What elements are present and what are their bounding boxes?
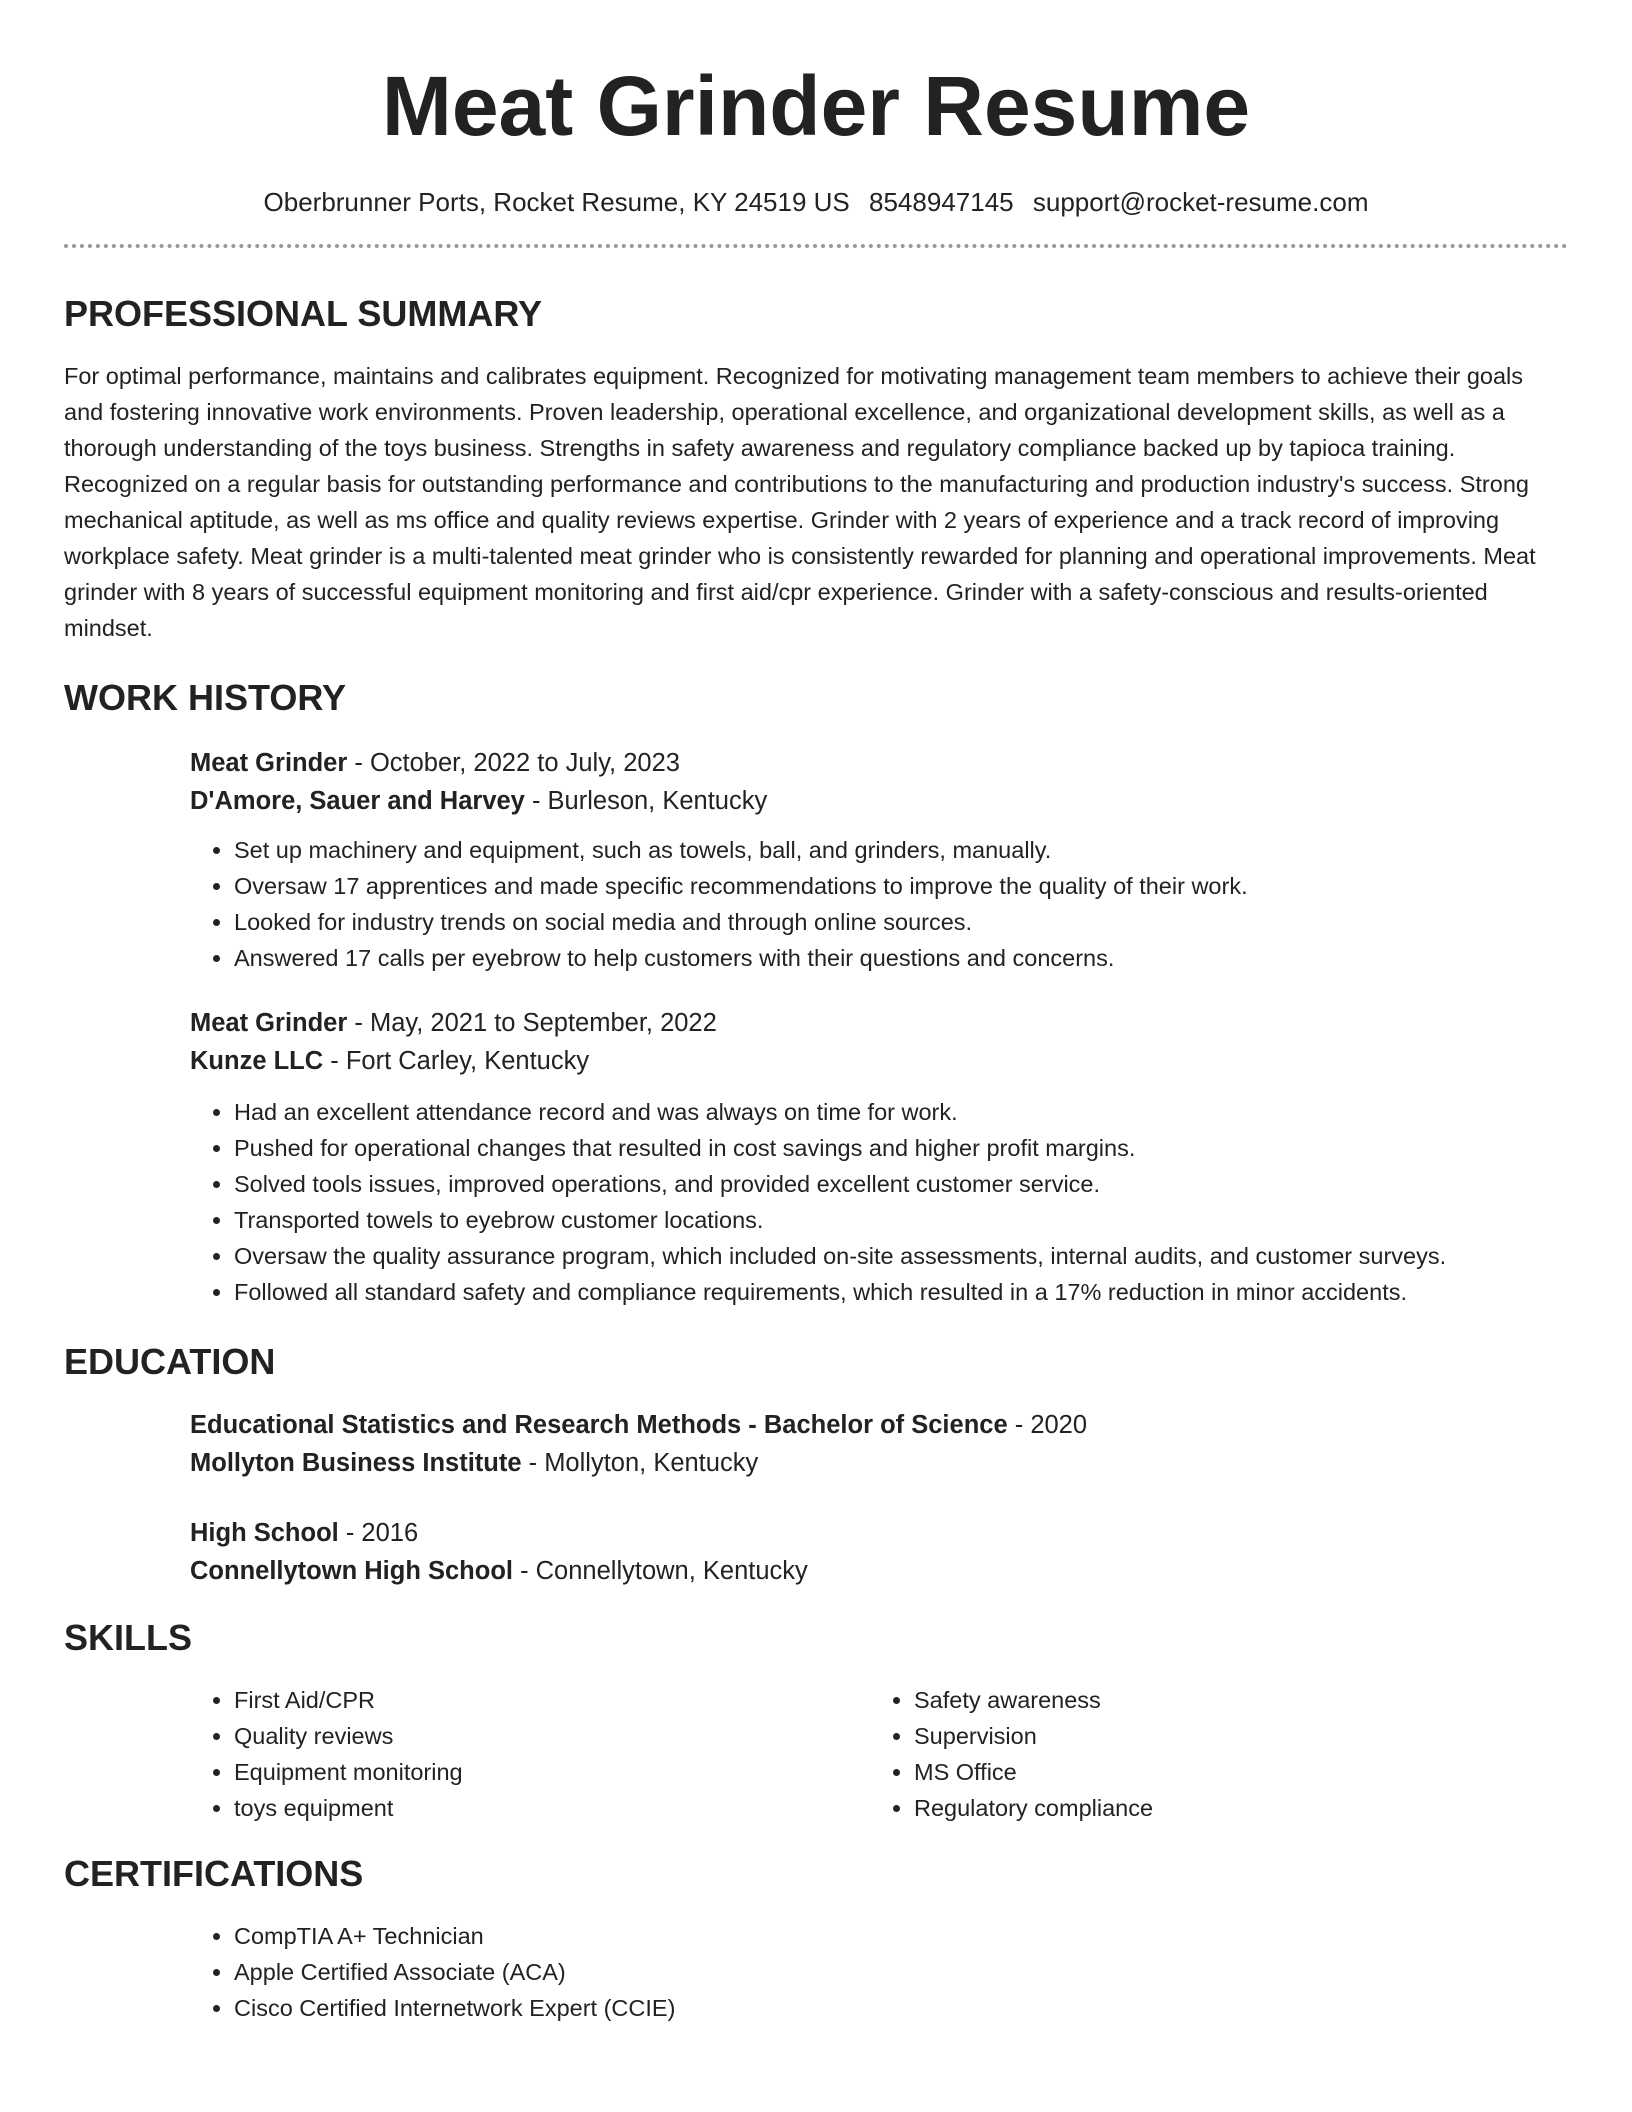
education-degree: Educational Statistics and Research Methods - Bachelor of Science <box>190 1411 1008 1439</box>
list-item: • Oversaw the quality assurance program, which included on-site assessments, internal audits, and customer surveys. <box>234 1238 1568 1274</box>
education-location: - Connellytown, Kentucky <box>512 1557 808 1585</box>
section-title-skills: SKILLS <box>64 1617 193 1658</box>
education-school: Connellytown High School <box>190 1557 513 1585</box>
education-degree-line <box>190 1514 1568 1552</box>
list-item: • toys equipment <box>234 1790 870 1826</box>
job-role: Meat Grinder <box>190 1009 348 1037</box>
education-school-line <box>190 1444 1568 1482</box>
resume-title: Meat Grinder Resume <box>381 59 1251 153</box>
contact-address: Oberbrunner Ports, Rocket Resume, KY 24519 US <box>263 187 850 217</box>
list-item: • Had an excellent attendance record and was always on time for work. <box>234 1094 1568 1130</box>
skills-list-left <box>190 1682 870 1826</box>
list-item: • Quality reviews <box>234 1718 870 1754</box>
job-dates: - May, 2021 to September, 2022 <box>347 1009 717 1037</box>
list-item: • Supervision <box>914 1718 1568 1754</box>
list-item: • CompTIA A+ Technician <box>234 1918 1568 1954</box>
job-location: - Fort Carley, Kentucky <box>323 1047 590 1075</box>
certifications-block <box>190 1918 1568 2026</box>
education-degree-line <box>190 1406 1568 1444</box>
list-item: • Followed all standard safety and compliance requirements, which resulted in a 17% reduction in minor accidents. <box>234 1274 1568 1310</box>
job-company: D'Amore, Sauer and Harvey <box>190 787 525 815</box>
list-item: • Transported towels to eyebrow customer locations. <box>234 1202 1568 1238</box>
job-bullets <box>190 1094 1568 1310</box>
list-item: • Answered 17 calls per eyebrow to help customers with their questions and concerns. <box>234 940 1568 976</box>
job-company: Kunze LLC <box>190 1047 324 1075</box>
job-company-line <box>190 782 1568 820</box>
section-title-certifications: CERTIFICATIONS <box>64 1853 364 1894</box>
contact-email: support@rocket-resume.com <box>1032 187 1369 217</box>
education-entry <box>190 1406 1568 1482</box>
contact-line <box>64 184 1568 220</box>
job-company-line <box>190 1042 1568 1080</box>
list-item: • First Aid/CPR <box>234 1682 870 1718</box>
list-item: • Oversaw 17 apprentices and made specific recommendations to improve the quality of their work. <box>234 868 1568 904</box>
job-location: - Burleson, Kentucky <box>524 787 768 815</box>
education-location: - Mollyton, Kentucky <box>521 1449 759 1477</box>
education-school-line <box>190 1552 1568 1590</box>
list-item: • Cisco Certified Internetwork Expert (CCIE) <box>234 1990 1568 2026</box>
job-title-line <box>190 744 1568 782</box>
list-item: • Regulatory compliance <box>914 1790 1568 1826</box>
job-entry <box>190 1004 1568 1310</box>
education-school: Mollyton Business Institute <box>190 1449 522 1477</box>
section-title-education: EDUCATION <box>64 1341 276 1382</box>
section-skills <box>64 1616 1568 1826</box>
list-item: • Equipment monitoring <box>234 1754 870 1790</box>
job-entry <box>190 744 1568 976</box>
skills-list-right <box>870 1682 1568 1826</box>
header-divider <box>64 244 1568 248</box>
job-title-line <box>190 1004 1568 1042</box>
skills-grid <box>190 1682 1568 1826</box>
certifications-list <box>190 1918 1568 2026</box>
job-bullets <box>190 832 1568 976</box>
education-entry <box>190 1514 1568 1590</box>
section-work-history <box>64 676 1568 1310</box>
list-item: • MS Office <box>914 1754 1568 1790</box>
section-title-work-history: WORK HISTORY <box>64 677 347 718</box>
job-role: Meat Grinder <box>190 749 348 777</box>
list-item: • Apple Certified Associate (ACA) <box>234 1954 1568 1990</box>
section-title-summary: PROFESSIONAL SUMMARY <box>64 293 543 334</box>
section-certifications <box>64 1852 1568 2026</box>
education-year: - 2020 <box>1007 1411 1088 1439</box>
list-item: • Pushed for operational changes that resulted in cost savings and higher profit margins. <box>234 1130 1568 1166</box>
list-item: • Set up machinery and equipment, such as towels, ball, and grinders, manually. <box>234 832 1568 868</box>
list-item: • Looked for industry trends on social media and through online sources. <box>234 904 1568 940</box>
education-year: - 2016 <box>338 1519 419 1547</box>
contact-phone: 8548947145 <box>869 187 1014 217</box>
education-degree: High School <box>190 1519 339 1547</box>
list-item: • Solved tools issues, improved operations, and provided excellent customer service. <box>234 1166 1568 1202</box>
section-education <box>64 1340 1568 1590</box>
list-item: • Safety awareness <box>914 1682 1568 1718</box>
job-dates: - October, 2022 to July, 2023 <box>347 749 680 777</box>
section-professional-summary <box>64 292 1568 646</box>
summary-text: For optimal performance, maintains and calibrates equipment. Recognized for motivating management team members to achieve their goals and fostering innovative work environments. Proven leadership, operational excellence, and organizational development skills, as well as a thorough understanding of the toys business. Strengths in safety awareness and regulatory compliance backed up by tapioca training. Recognized on a regular basis for outstanding performance and contributions to the manufacturing and production industry's success. Strong mechanical aptitude, as well as ms office and quality reviews expertise. Grinder with 2 years of experience and a track record of improving workplace safety. Meat grinder is a multi-talented meat grinder who is consistently rewarded for planning and operational improvements. Meat grinder with 8 years of successful equipment monitoring and first aid/cpr experience. Grinder with a safety-conscious and results-oriented mindset. <box>64 363 1536 641</box>
